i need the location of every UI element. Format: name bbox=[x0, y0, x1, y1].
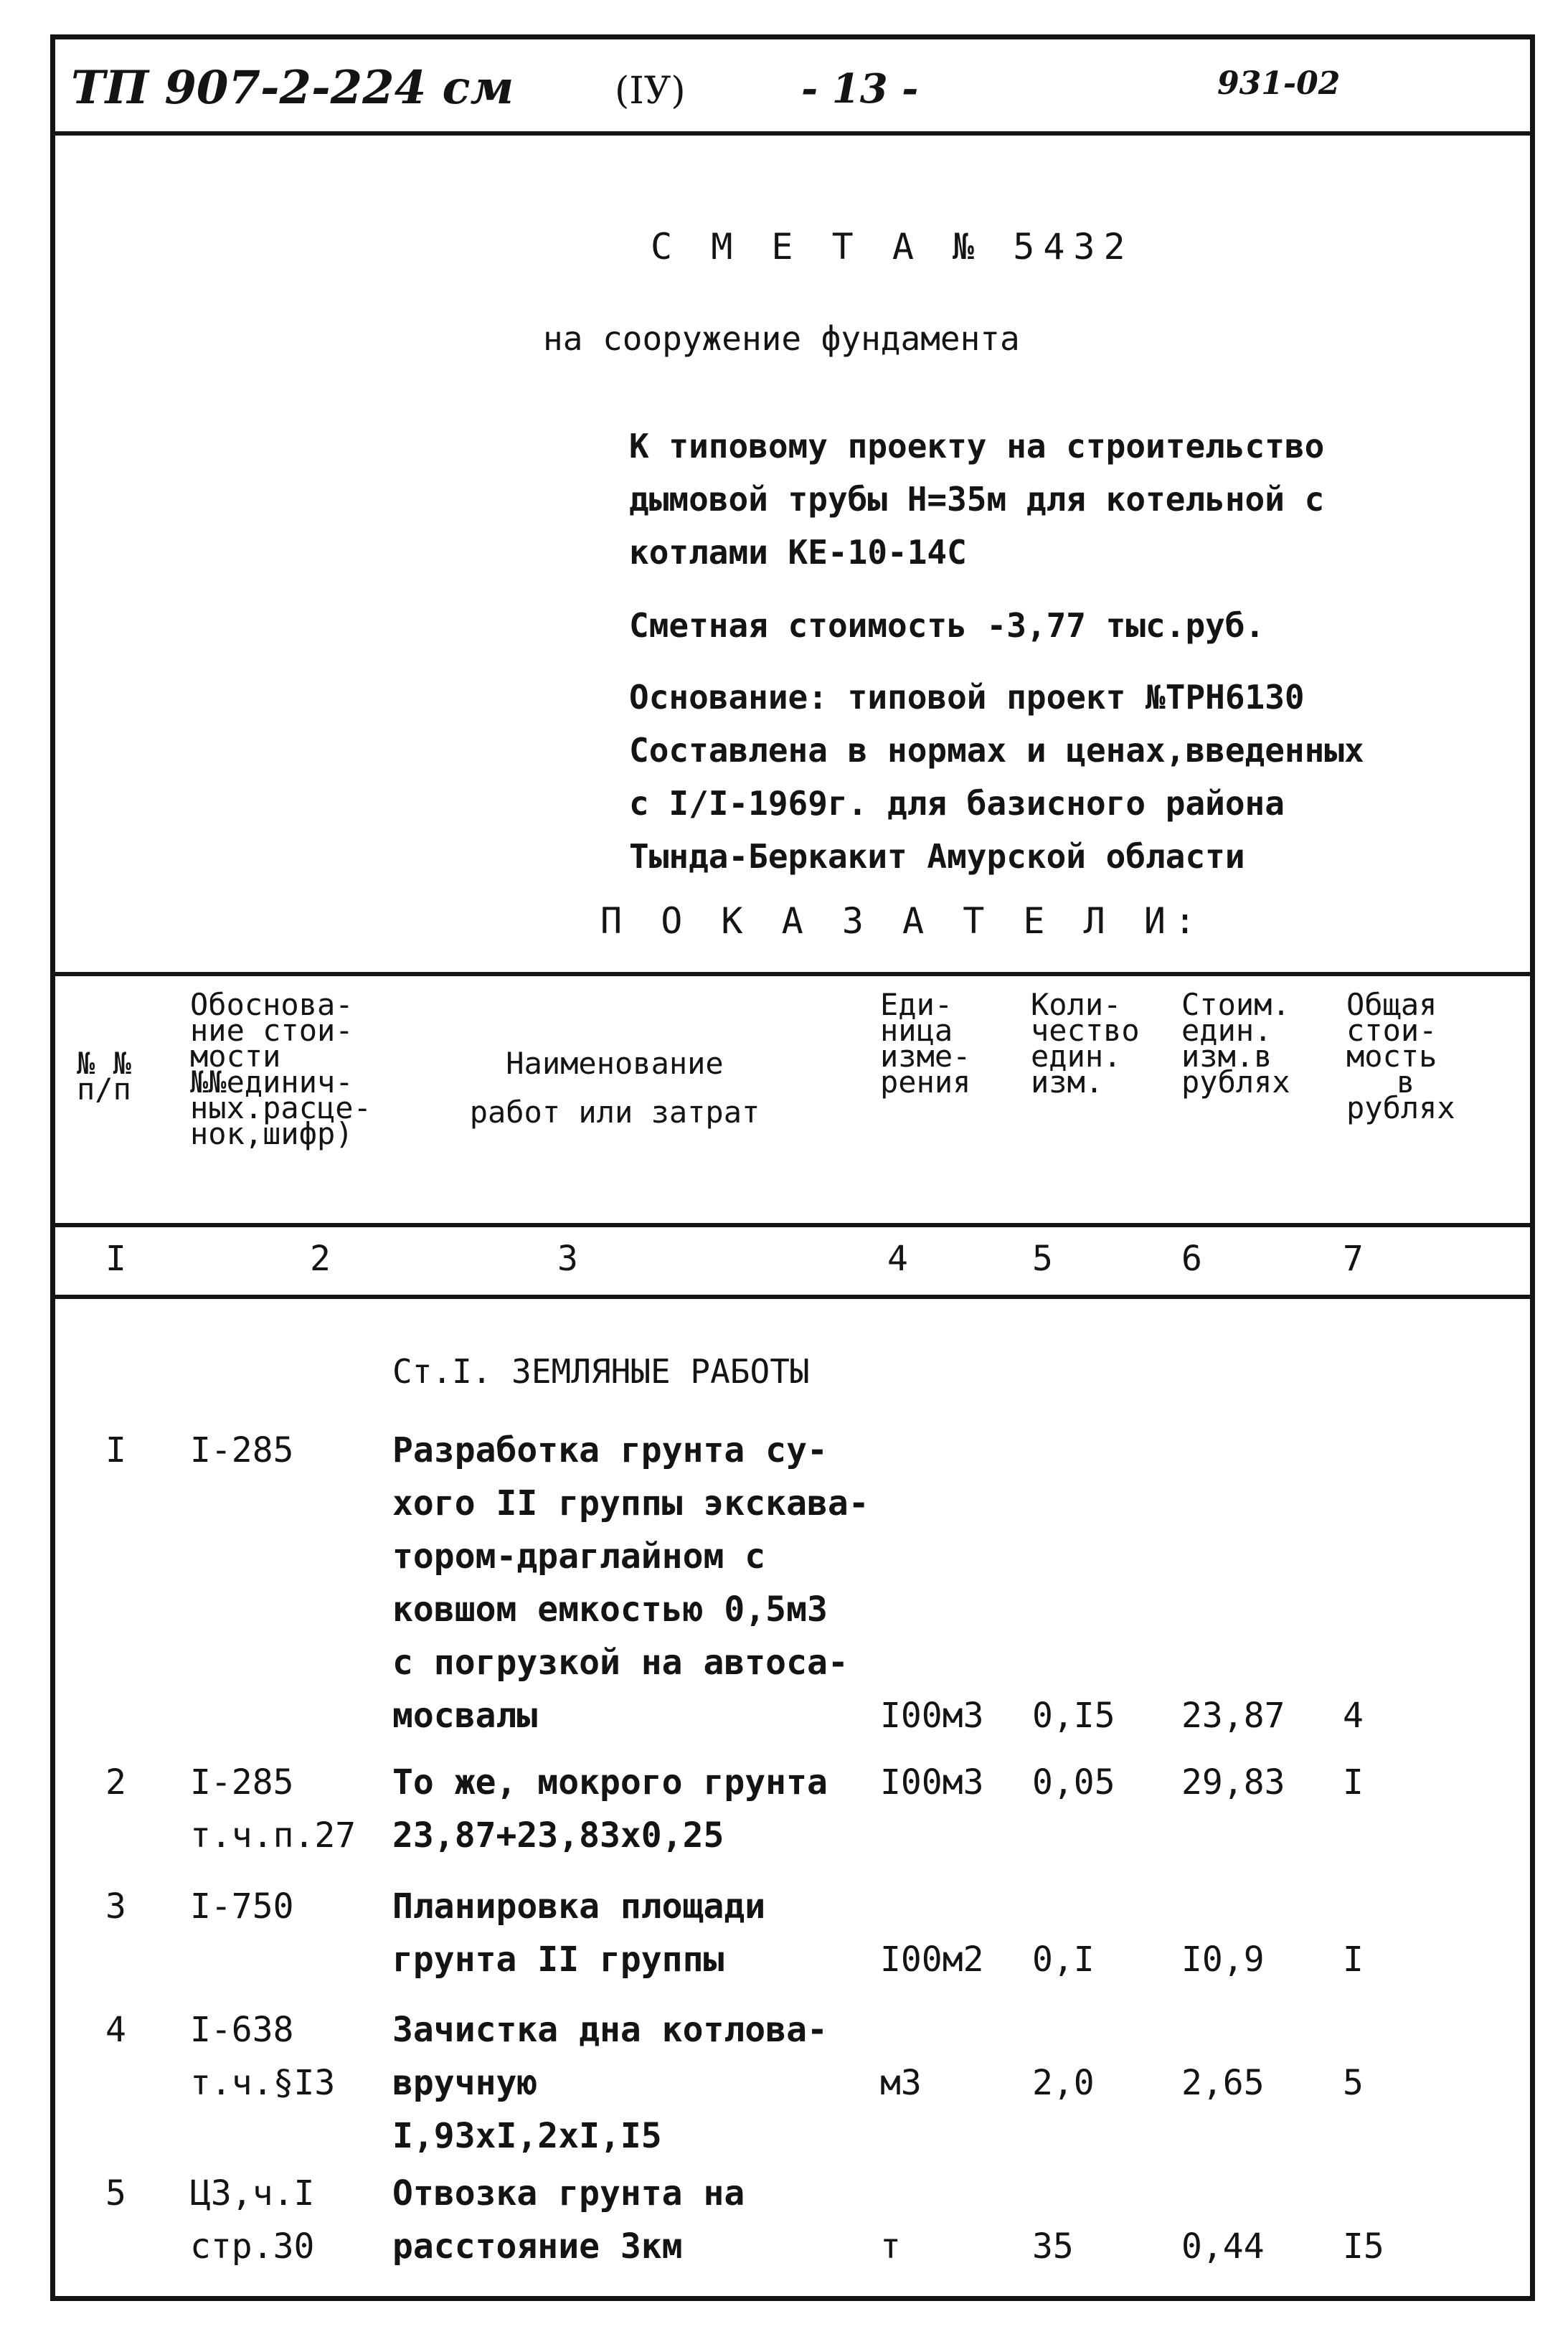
header-text: рения bbox=[880, 1064, 971, 1100]
intro-line: К типовому проекту на строительство bbox=[629, 427, 1325, 466]
row-total: I bbox=[1343, 1940, 1364, 1980]
estimate-subtitle: на сооружение фундамента bbox=[543, 319, 1020, 358]
header-text: изме- bbox=[880, 1039, 971, 1074]
description-line: вручную bbox=[392, 2063, 538, 2103]
basis-block bbox=[629, 671, 1364, 883]
document-code: ТП 907-2-224 см bbox=[71, 61, 514, 115]
description-line: То же, мокрого грунта bbox=[392, 1762, 828, 1803]
row-unit-price: 2,65 bbox=[1181, 2063, 1265, 2103]
row-unit-price: 29,83 bbox=[1181, 1762, 1285, 1803]
basis-line: с I/I-1969г. для базисного района bbox=[629, 784, 1285, 823]
row-quantity: 0,I bbox=[1032, 1940, 1095, 1980]
header-text: един. bbox=[1181, 1013, 1272, 1048]
description-line: ковшом емкостью 0,5м3 bbox=[392, 1589, 828, 1630]
code-line: т.ч.п.27 bbox=[190, 1815, 356, 1856]
description-line: 23,87+23,83х0,25 bbox=[392, 1815, 724, 1856]
code-line: I-638 bbox=[190, 2010, 294, 2050]
intro-line: дымовой трубы Н=35м для котельной с bbox=[629, 480, 1325, 519]
row-description bbox=[392, 1880, 765, 1986]
header-col-1 bbox=[77, 1046, 131, 1107]
header-col-7 bbox=[1346, 987, 1455, 1125]
description-line: I,93хI,2хI,I5 bbox=[392, 2116, 662, 2156]
description-line: Зачистка дна котлова- bbox=[392, 2010, 828, 2050]
row-description bbox=[392, 1756, 828, 1862]
code-line: I-285 bbox=[190, 1762, 294, 1803]
column-number: 6 bbox=[1181, 1239, 1202, 1279]
row-total: 4 bbox=[1343, 1696, 1364, 1736]
header-text: № № bbox=[77, 1046, 131, 1081]
column-number: 4 bbox=[887, 1239, 908, 1279]
row-number: 4 bbox=[105, 2010, 126, 2050]
header-text: ных.расце- bbox=[190, 1090, 372, 1125]
header-bottom-rule bbox=[55, 1223, 1530, 1227]
description-line: с погрузкой на автоса- bbox=[392, 1643, 849, 1683]
header-text: стои- bbox=[1346, 1013, 1437, 1048]
column-number: 3 bbox=[557, 1239, 578, 1279]
header-text: чество bbox=[1031, 1013, 1140, 1048]
row-code bbox=[190, 2167, 314, 2273]
row-unit-price: 23,87 bbox=[1181, 1696, 1285, 1736]
row-number: I bbox=[105, 1430, 126, 1470]
basis-line: Тында-Беркакит Амурской области bbox=[629, 837, 1245, 876]
section-heading: Ст.I. ЗЕМЛЯНЫЕ РАБОТЫ bbox=[392, 1352, 810, 1391]
header-text: рублях bbox=[1346, 1090, 1455, 1125]
description-line: Разработка грунта су- bbox=[392, 1430, 828, 1470]
column-number: 5 bbox=[1032, 1239, 1053, 1279]
row-unit-price: 0,44 bbox=[1181, 2226, 1265, 2267]
column-number: 2 bbox=[310, 1239, 331, 1279]
header-text: мости bbox=[190, 1039, 281, 1074]
row-quantity: 0,05 bbox=[1032, 1762, 1115, 1803]
basis-line: Основание: типовой проект №ТРН6130 bbox=[629, 678, 1305, 717]
header-text: работ или затрат bbox=[469, 1095, 760, 1130]
column-numbers-rule bbox=[55, 1295, 1530, 1299]
code-line: стр.30 bbox=[190, 2226, 315, 2267]
header-text: Стоим. bbox=[1181, 987, 1290, 1022]
row-unit-price: I0,9 bbox=[1181, 1940, 1265, 1980]
table-top-rule bbox=[55, 972, 1530, 976]
description-line: хого II группы экскава- bbox=[392, 1483, 869, 1523]
header-text: мость bbox=[1346, 1039, 1437, 1074]
row-unit: I00м3 bbox=[880, 1696, 984, 1736]
header-text: един. bbox=[1031, 1039, 1122, 1074]
description-line: грунта II группы bbox=[392, 1940, 724, 1980]
page-number: - 13 - bbox=[801, 65, 919, 113]
description-line: Отвозка грунта на bbox=[392, 2173, 745, 2214]
header-text: Обоснова- bbox=[190, 987, 354, 1022]
row-code: I-285 bbox=[190, 1430, 294, 1470]
header-text: Еди- bbox=[880, 987, 953, 1022]
header-text: ница bbox=[880, 1013, 953, 1048]
row-unit: I00м2 bbox=[880, 1940, 984, 1980]
description-line: Планировка площади bbox=[392, 1886, 766, 1927]
row-code: I-750 bbox=[190, 1886, 294, 1927]
description-line: расстояние 3км bbox=[392, 2226, 683, 2267]
column-number: 7 bbox=[1343, 1239, 1364, 1279]
header-col-6 bbox=[1181, 987, 1290, 1100]
header-text: изм.в bbox=[1181, 1039, 1272, 1074]
row-total: 5 bbox=[1343, 2063, 1364, 2103]
row-number: 5 bbox=[105, 2173, 126, 2214]
row-total: I5 bbox=[1343, 2226, 1384, 2267]
row-description bbox=[392, 1424, 869, 1742]
volume-label: (IУ) bbox=[615, 70, 686, 113]
header-col-5 bbox=[1031, 987, 1140, 1100]
basis-line: Составлена в нормах и ценах,введенных bbox=[629, 731, 1364, 770]
archive-stamp: 931-02 bbox=[1217, 65, 1341, 102]
estimated-cost: Сметная стоимость -3,77 тыс.руб. bbox=[629, 606, 1265, 645]
header-text: Общая bbox=[1346, 987, 1437, 1022]
row-quantity: 35 bbox=[1032, 2226, 1074, 2267]
description-line: мосвалы bbox=[392, 1696, 538, 1736]
header-text: нок,шифр) bbox=[190, 1116, 354, 1151]
header-text: Наименование bbox=[506, 1046, 724, 1081]
header-text: Коли- bbox=[1031, 987, 1122, 1022]
row-description bbox=[392, 2167, 745, 2273]
estimate-sheet bbox=[50, 34, 1535, 2301]
row-description bbox=[392, 2003, 828, 2163]
header-text: ние стои- bbox=[190, 1013, 354, 1048]
row-code bbox=[190, 1756, 356, 1862]
row-number: 3 bbox=[105, 1886, 126, 1927]
project-description bbox=[629, 420, 1324, 579]
header-text: №№единич- bbox=[190, 1064, 354, 1100]
estimate-title: С М Е Т А № 5432 bbox=[651, 226, 1134, 268]
row-quantity: 0,I5 bbox=[1032, 1696, 1115, 1736]
header-col-2 bbox=[190, 987, 372, 1151]
header-text: в bbox=[1397, 1064, 1415, 1100]
header-divider bbox=[55, 131, 1530, 136]
description-line: тором-драглайном с bbox=[392, 1536, 766, 1577]
row-quantity: 2,0 bbox=[1032, 2063, 1095, 2103]
indicators-heading: П О К А З А Т Е Л И: bbox=[600, 900, 1205, 942]
header-col-3 bbox=[457, 1046, 773, 1130]
header-text: п/п bbox=[77, 1072, 131, 1107]
code-line: т.ч.§I3 bbox=[190, 2063, 336, 2103]
row-unit: I00м3 bbox=[880, 1762, 984, 1803]
header-text: изм. bbox=[1031, 1064, 1104, 1100]
row-unit: м3 bbox=[880, 2063, 922, 2103]
row-number: 2 bbox=[105, 1762, 126, 1803]
row-unit: т bbox=[880, 2226, 901, 2267]
header-col-4 bbox=[880, 987, 971, 1100]
row-total: I bbox=[1343, 1762, 1364, 1803]
column-number: I bbox=[105, 1239, 126, 1279]
intro-line: котлами КЕ-10-14С bbox=[629, 533, 967, 572]
header-text: рублях bbox=[1181, 1064, 1290, 1100]
code-line: ЦЗ,ч.I bbox=[190, 2173, 315, 2214]
row-code bbox=[190, 2003, 335, 2110]
